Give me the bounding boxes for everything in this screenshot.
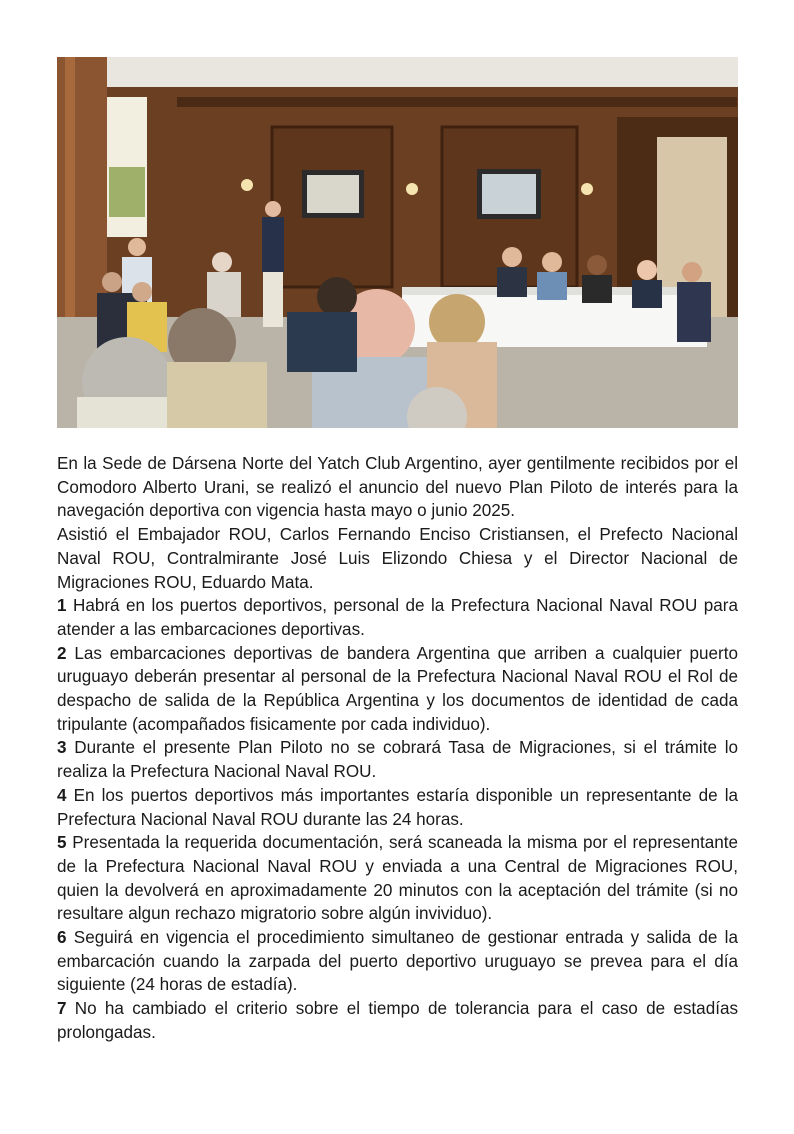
list-item: [57, 784, 738, 831]
item-number: 6: [57, 928, 67, 948]
item-number: 3: [57, 738, 67, 758]
list-item: [57, 831, 738, 926]
item-text: Habrá en los puertos deportivos, personal de la Prefectura Nacional Naval ROU para atender a las embarcaciones deportivas.: [57, 596, 738, 639]
item-text: Durante el presente Plan Piloto no se cobrará Tasa de Migraciones, si el trámite lo realiza la Prefectura Nacional Naval ROU.: [57, 738, 738, 782]
item-number: 4: [57, 785, 67, 805]
item-text: Presentada la requerida documentación, será scaneada la misma por el representante de la Prefectura Nacional Naval ROU y enviada a una Central de Migraciones ROU, quien la devolverá en aproximadamente 20 minutos con la aceptación del trámite (si no resultare algun rechazo migratorio sobre algún invividuo).: [57, 833, 738, 924]
item-number: 7: [57, 999, 67, 1019]
list-item: [57, 736, 738, 783]
item-text: No ha cambiado el criterio sobre el tiempo de tolerancia para el caso de estadías prolongadas.: [57, 999, 738, 1042]
item-number: 5: [57, 833, 67, 853]
intro-paragraph: En la Sede de Dársena Norte del Yatch Club Argentino, ayer gentilmente recibidos por el Comodoro Alberto Urani, se realizó el anuncio del nuevo Plan Piloto de interés para la navegación deportiva con vigencia hasta mayo o junio 2025.: [57, 454, 738, 521]
meeting-photo-illustration: [57, 57, 738, 428]
item-text: Seguirá en vigencia el procedimiento simultaneo de gestionar entrada y salida de la embarcación cuando la zarpada del puerto deportivo uruguayo se prevea para el día siguiente (24 horas de estadía).: [57, 928, 738, 995]
list-item: [57, 642, 738, 737]
list-item: [57, 594, 738, 641]
article-body: [57, 452, 738, 1045]
item-number: 2: [57, 643, 67, 663]
list-item: [57, 997, 738, 1044]
list-item: [57, 926, 738, 997]
item-text: Las embarcaciones deportivas de bandera Argentina que arriben a cualquier puerto uruguayo deberán presentar al personal de la Prefectura Nacional Naval ROU el Rol de despacho de salida de la República Argentina y los documentos de identidad de cada tripulante (acompañados fisicamente por cada individuo).: [57, 643, 738, 734]
attendees-paragraph: Asistió el Embajador ROU, Carlos Fernando Enciso Cristiansen, el Prefecto Nacional Naval ROU, Contralmirante José Luis Elizondo Chiesa y el Director Nacional de Migraciones ROU, Eduardo Mata.: [57, 525, 738, 592]
item-number: 1: [57, 596, 67, 616]
item-text: En los puertos deportivos más importantes estaría disponible un representante de la Prefectura Nacional Naval ROU durante las 24 horas.: [57, 785, 739, 829]
meeting-photo: [57, 57, 738, 428]
